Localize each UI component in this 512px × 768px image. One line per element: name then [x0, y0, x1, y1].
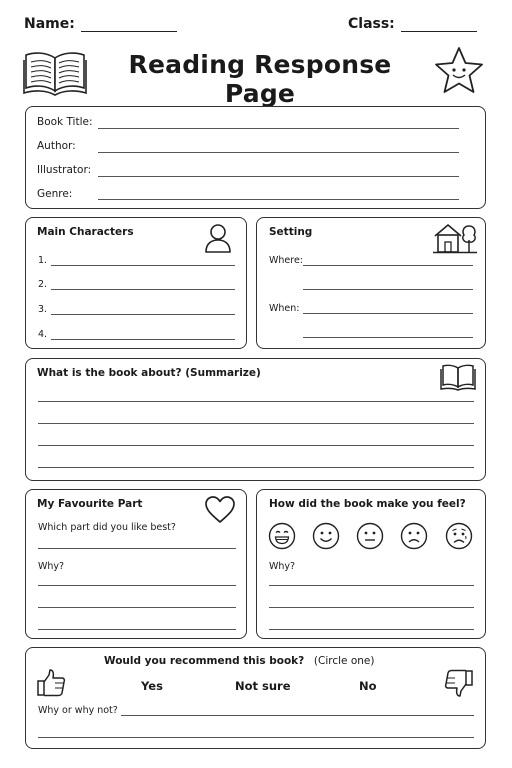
- recommend-why-label: Why or why not?: [38, 705, 118, 716]
- class-label: Class:: [348, 16, 395, 32]
- feelings-heading: How did the book make you feel?: [269, 498, 466, 510]
- illustrator-label: Illustrator:: [37, 164, 92, 176]
- character-line-4[interactable]: [51, 339, 235, 340]
- option-yes[interactable]: Yes: [141, 679, 163, 693]
- class-field[interactable]: [348, 16, 477, 32]
- favourite-line-4[interactable]: [38, 629, 236, 630]
- main-characters-heading: Main Characters: [37, 226, 134, 238]
- setting-heading: Setting: [269, 226, 313, 238]
- favourite-line-3[interactable]: [38, 607, 236, 608]
- favourite-line-2[interactable]: [38, 585, 236, 586]
- character-number-4: 4.: [38, 329, 48, 340]
- summary-line-4[interactable]: [38, 467, 474, 468]
- open-book-icon: [22, 48, 88, 98]
- summary-line-2[interactable]: [38, 423, 474, 424]
- name-label: Name:: [24, 16, 75, 32]
- heart-icon: [204, 495, 236, 525]
- genre-line[interactable]: [98, 199, 459, 200]
- sad-face-icon[interactable]: [400, 522, 428, 550]
- favourite-part-heading: My Favourite Part: [37, 498, 143, 510]
- summary-heading: What is the book about? (Summarize): [37, 367, 261, 379]
- feelings-line-3[interactable]: [269, 629, 474, 630]
- where-line-2[interactable]: [303, 289, 473, 290]
- where-line-1[interactable]: [303, 265, 473, 266]
- feelings-line-2[interactable]: [269, 607, 474, 608]
- genre-label: Genre:: [37, 188, 73, 200]
- when-line-1[interactable]: [303, 313, 473, 314]
- when-line-2[interactable]: [303, 337, 473, 338]
- thumbs-up-icon: [36, 668, 66, 698]
- class-line[interactable]: [401, 18, 477, 32]
- illustrator-line[interactable]: [98, 176, 459, 177]
- favourite-prompt: Which part did you like best?: [38, 522, 176, 533]
- worried-face-icon[interactable]: [445, 522, 473, 550]
- neutral-face-icon[interactable]: [356, 522, 384, 550]
- where-label: Where:: [269, 255, 304, 266]
- book-icon: [440, 363, 476, 391]
- recommend-line-2[interactable]: [38, 737, 474, 738]
- favourite-why-label: Why?: [38, 561, 65, 572]
- author-label: Author:: [37, 140, 76, 152]
- favourite-line-1[interactable]: [38, 548, 236, 549]
- when-label: When:: [269, 303, 300, 314]
- character-line-2[interactable]: [51, 289, 235, 290]
- page-title: Reading Response Page: [128, 50, 392, 108]
- book-title-line[interactable]: [98, 128, 459, 129]
- option-not-sure[interactable]: Not sure: [235, 679, 291, 693]
- star-icon: [432, 45, 486, 97]
- recommend-instruction: (Circle one): [313, 655, 375, 667]
- book-title-label: Book Title:: [37, 116, 93, 128]
- character-line-1[interactable]: [51, 265, 235, 266]
- feelings-line-1[interactable]: [269, 585, 474, 586]
- recommend-heading: [104, 655, 374, 667]
- feelings-why-label: Why?: [269, 561, 296, 572]
- author-line[interactable]: [98, 152, 459, 153]
- character-line-3[interactable]: [51, 314, 235, 315]
- name-line[interactable]: [81, 18, 177, 32]
- thumbs-down-icon: [444, 668, 474, 698]
- smiling-face-icon[interactable]: [312, 522, 340, 550]
- laughing-face-icon[interactable]: [268, 522, 296, 550]
- option-no[interactable]: No: [359, 679, 377, 693]
- character-number-1: 1.: [38, 255, 48, 266]
- person-icon: [203, 222, 233, 254]
- recommend-line-1[interactable]: [121, 715, 474, 716]
- summary-line-1[interactable]: [38, 401, 474, 402]
- name-field[interactable]: [24, 16, 177, 32]
- character-number-3: 3.: [38, 304, 48, 315]
- recommend-question: Would you recommend this book?: [104, 655, 305, 667]
- book-info-box: [25, 106, 486, 209]
- summary-line-3[interactable]: [38, 445, 474, 446]
- character-number-2: 2.: [38, 279, 48, 290]
- house-tree-icon: [433, 222, 477, 254]
